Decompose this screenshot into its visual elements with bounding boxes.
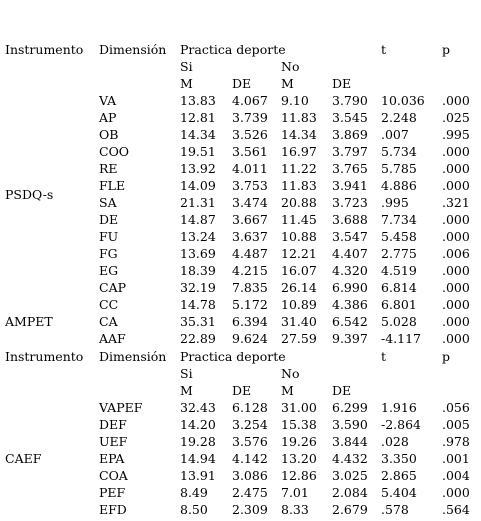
table-cell-t: .007	[381, 127, 409, 142]
table-cell-t: 2.775	[381, 246, 417, 261]
table-cell-de-si: 3.753	[232, 178, 268, 193]
table-cell-m-no: 31.40	[281, 314, 317, 329]
table-cell-de-si: 4.487	[232, 246, 268, 261]
table-cell-dimension: SA	[99, 195, 117, 210]
table-cell-de-si: 3.086	[232, 468, 268, 483]
table-cell-dimension: PEF	[99, 485, 126, 500]
header-de-si: DE	[232, 76, 252, 91]
table-cell-m-si: 13.83	[180, 93, 216, 108]
header-instrumento: Instrumento	[5, 349, 84, 364]
table-cell-de-si: 3.667	[232, 212, 268, 227]
table-cell-dimension: COA	[99, 468, 128, 483]
table-cell-m-no: 11.22	[281, 161, 317, 176]
table-cell-dimension: AAF	[99, 331, 126, 346]
header-si: Si	[180, 59, 193, 74]
table-cell-de-no: 2.084	[332, 485, 368, 500]
table-cell-t: -4.117	[381, 331, 422, 346]
table-cell-de-si: 4.215	[232, 263, 268, 278]
table-cell-m-no: 11.83	[281, 110, 317, 125]
header-de-no: DE	[332, 383, 352, 398]
table-cell-t: 7.734	[381, 212, 417, 227]
table-cell-m-si: 32.43	[180, 400, 216, 415]
table-cell-p: .004	[442, 468, 470, 483]
table-cell-m-no: 31.00	[281, 400, 317, 415]
instrument-label: PSDQ-s	[5, 186, 54, 202]
table-cell-de-no: 6.542	[332, 314, 368, 329]
table-cell-m-no: 16.97	[281, 144, 317, 159]
table-cell-m-no: 10.88	[281, 229, 317, 244]
table-cell-de-no: 3.688	[332, 212, 368, 227]
table-cell-p: .025	[442, 110, 470, 125]
table-cell-m-si: 14.87	[180, 212, 216, 227]
table-cell-t: 6.801	[381, 297, 417, 312]
table-cell-dimension: FG	[99, 246, 118, 261]
header-no: No	[281, 59, 300, 74]
table-cell-m-no: 26.14	[281, 280, 317, 295]
table-cell-dimension: CAP	[99, 280, 127, 295]
table-cell-m-si: 14.09	[180, 178, 216, 193]
table-cell-m-si: 8.49	[180, 485, 208, 500]
table-cell-de-no: 3.869	[332, 127, 368, 142]
header-p: p	[442, 349, 451, 364]
table-cell-t: 5.458	[381, 229, 417, 244]
table-cell-de-si: 5.172	[232, 297, 268, 312]
table-cell-de-no: 3.790	[332, 93, 368, 108]
table-cell-de-si: 3.526	[232, 127, 268, 142]
table-cell-p: .978	[442, 434, 470, 449]
table-cell-de-no: 4.386	[332, 297, 368, 312]
table-cell-t: 4.886	[381, 178, 417, 193]
table-cell-m-no: 10.89	[281, 297, 317, 312]
table-cell-de-no: 6.299	[332, 400, 368, 415]
table-cell-dimension: DE	[99, 212, 119, 227]
table-cell-de-si: 4.067	[232, 93, 268, 108]
header-dimension: Dimensión	[99, 349, 167, 364]
table-cell-m-no: 12.86	[281, 468, 317, 483]
table-cell-p: .006	[442, 246, 470, 261]
table-cell-t: .995	[381, 195, 409, 210]
table-cell-dimension: UEF	[99, 434, 128, 449]
table-cell-de-no: 3.025	[332, 468, 368, 483]
table-cell-dimension: VAPEF	[99, 400, 143, 415]
table-cell-de-no: 3.590	[332, 417, 368, 432]
table-cell-p: .000	[442, 314, 470, 329]
table-cell-p: .000	[442, 161, 470, 176]
header-dimension: Dimensión	[99, 42, 167, 57]
table-cell-t: .028	[381, 434, 409, 449]
header-p: p	[442, 42, 451, 57]
table-cell-p: .000	[442, 93, 470, 108]
table-cell-t: 5.734	[381, 144, 417, 159]
table-cell-m-si: 13.69	[180, 246, 216, 261]
header-de-si: DE	[232, 383, 252, 398]
table-cell-m-si: 22.89	[180, 331, 216, 346]
table-cell-m-no: 27.59	[281, 331, 317, 346]
table-cell-t: 10.036	[381, 93, 425, 108]
table-cell-t: 1.916	[381, 400, 417, 415]
table-cell-m-no: 19.26	[281, 434, 317, 449]
table-cell-m-si: 19.28	[180, 434, 216, 449]
table-cell-dimension: EG	[99, 263, 119, 278]
table-cell-m-no: 7.01	[281, 485, 309, 500]
table-cell-t: -2.864	[381, 417, 422, 432]
table-cell-m-no: 12.21	[281, 246, 317, 261]
table-cell-p: .005	[442, 417, 470, 432]
table-cell-p: .001	[442, 451, 470, 466]
table-cell-m-si: 8.50	[180, 502, 208, 517]
table-cell-dimension: FU	[99, 229, 119, 244]
table-cell-t: 6.814	[381, 280, 417, 295]
table-cell-m-no: 13.20	[281, 451, 317, 466]
table-cell-dimension: VA	[99, 93, 117, 108]
table-cell-de-si: 6.394	[232, 314, 268, 329]
table-cell-de-si: 9.624	[232, 331, 268, 346]
table-cell-dimension: FLE	[99, 178, 126, 193]
table-cell-p: .000	[442, 178, 470, 193]
header-m-si: M	[180, 76, 193, 91]
table-cell-m-no: 9.10	[281, 93, 309, 108]
table-cell-de-si: 7.835	[232, 280, 268, 295]
instrument-label: AMPET	[5, 314, 53, 329]
header-instrumento: Instrumento	[5, 42, 84, 57]
table-cell-dimension: DEF	[99, 417, 127, 432]
table-cell-p: .000	[442, 144, 470, 159]
table-cell-de-no: 3.844	[332, 434, 368, 449]
table-cell-t: 3.350	[381, 451, 417, 466]
table-cell-m-si: 32.19	[180, 280, 216, 295]
header-practica-deporte: Practica deporte	[180, 42, 286, 57]
table-cell-de-no: 4.320	[332, 263, 368, 278]
table-cell-de-no: 4.407	[332, 246, 368, 261]
table-cell-t: 4.519	[381, 263, 417, 278]
table-cell-de-no: 3.797	[332, 144, 368, 159]
table-cell-m-si: 21.31	[180, 195, 216, 210]
table-cell-de-si: 3.739	[232, 110, 268, 125]
table-cell-m-si: 14.20	[180, 417, 216, 432]
header-no: No	[281, 366, 300, 381]
table-cell-m-si: 19.51	[180, 144, 216, 159]
table-cell-m-si: 14.94	[180, 451, 216, 466]
table-cell-t: 5.785	[381, 161, 417, 176]
table-cell-dimension: AP	[99, 110, 117, 125]
table-cell-de-si: 3.561	[232, 144, 268, 159]
table-cell-m-no: 16.07	[281, 263, 317, 278]
table-cell-t: 5.404	[381, 485, 417, 500]
table-cell-m-no: 8.33	[281, 502, 309, 517]
table-cell-m-si: 13.91	[180, 468, 216, 483]
table-cell-m-si: 18.39	[180, 263, 216, 278]
table-cell-p: .056	[442, 400, 470, 415]
header-m-no: M	[281, 383, 294, 398]
table-cell-p: .564	[442, 502, 470, 517]
table-cell-de-no: 4.432	[332, 451, 368, 466]
header-practica-deporte: Practica deporte	[180, 349, 286, 364]
table-cell-m-si: 13.24	[180, 229, 216, 244]
table-cell-m-si: 14.78	[180, 297, 216, 312]
instrument-label: CAEF	[5, 451, 42, 466]
table-cell-de-si: 3.637	[232, 229, 268, 244]
table-cell-dimension: EFD	[99, 502, 127, 517]
table-cell-m-si: 12.81	[180, 110, 216, 125]
table-cell-p: .000	[442, 229, 470, 244]
table-cell-de-si: 3.254	[232, 417, 268, 432]
table-cell-m-no: 11.83	[281, 178, 317, 193]
header-t: t	[381, 42, 387, 57]
table-cell-p: .000	[442, 212, 470, 227]
table-cell-de-si: 2.475	[232, 485, 268, 500]
table-cell-dimension: CA	[99, 314, 118, 329]
table-cell-de-si: 4.142	[232, 451, 268, 466]
table-cell-dimension: RE	[99, 161, 118, 176]
table-cell-dimension: CC	[99, 297, 119, 312]
table-cell-m-no: 14.34	[281, 127, 317, 142]
table-cell-de-si: 2.309	[232, 502, 268, 517]
table-cell-m-no: 15.38	[281, 417, 317, 432]
table-cell-dimension: OB	[99, 127, 119, 142]
table-cell-t: 2.865	[381, 468, 417, 483]
header-m-si: M	[180, 383, 193, 398]
table-cell-t: 5.028	[381, 314, 417, 329]
table-cell-p: .000	[442, 331, 470, 346]
table-cell-de-si: 6.128	[232, 400, 268, 415]
header-de-no: DE	[332, 76, 352, 91]
table-cell-de-no: 3.723	[332, 195, 368, 210]
table-cell-de-no: 6.990	[332, 280, 368, 295]
table-cell-p: .995	[442, 127, 470, 142]
table-cell-t: .578	[381, 502, 409, 517]
table-cell-m-si: 13.92	[180, 161, 216, 176]
table-cell-m-si: 35.31	[180, 314, 216, 329]
table-cell-de-si: 3.474	[232, 195, 268, 210]
table-cell-de-si: 3.576	[232, 434, 268, 449]
table-cell-de-no: 9.397	[332, 331, 368, 346]
table-cell-de-no: 3.545	[332, 110, 368, 125]
table-cell-de-no: 3.547	[332, 229, 368, 244]
table-cell-p: .000	[442, 263, 470, 278]
table-cell-p: .000	[442, 485, 470, 500]
table-cell-dimension: COO	[99, 144, 130, 159]
header-m-no: M	[281, 76, 294, 91]
header-t: t	[381, 349, 387, 364]
table-cell-de-no: 2.679	[332, 502, 368, 517]
table-cell-m-si: 14.34	[180, 127, 216, 142]
table-cell-m-no: 11.45	[281, 212, 317, 227]
table-cell-m-no: 20.88	[281, 195, 317, 210]
table-cell-p: .000	[442, 280, 470, 295]
table-cell-de-si: 4.011	[232, 161, 268, 176]
header-si: Si	[180, 366, 193, 381]
table-cell-de-no: 3.765	[332, 161, 368, 176]
table-cell-dimension: EPA	[99, 451, 125, 466]
table-cell-de-no: 3.941	[332, 178, 368, 193]
table-cell-p: .000	[442, 297, 470, 312]
table-cell-p: .321	[442, 195, 470, 210]
table-cell-t: 2.248	[381, 110, 417, 125]
